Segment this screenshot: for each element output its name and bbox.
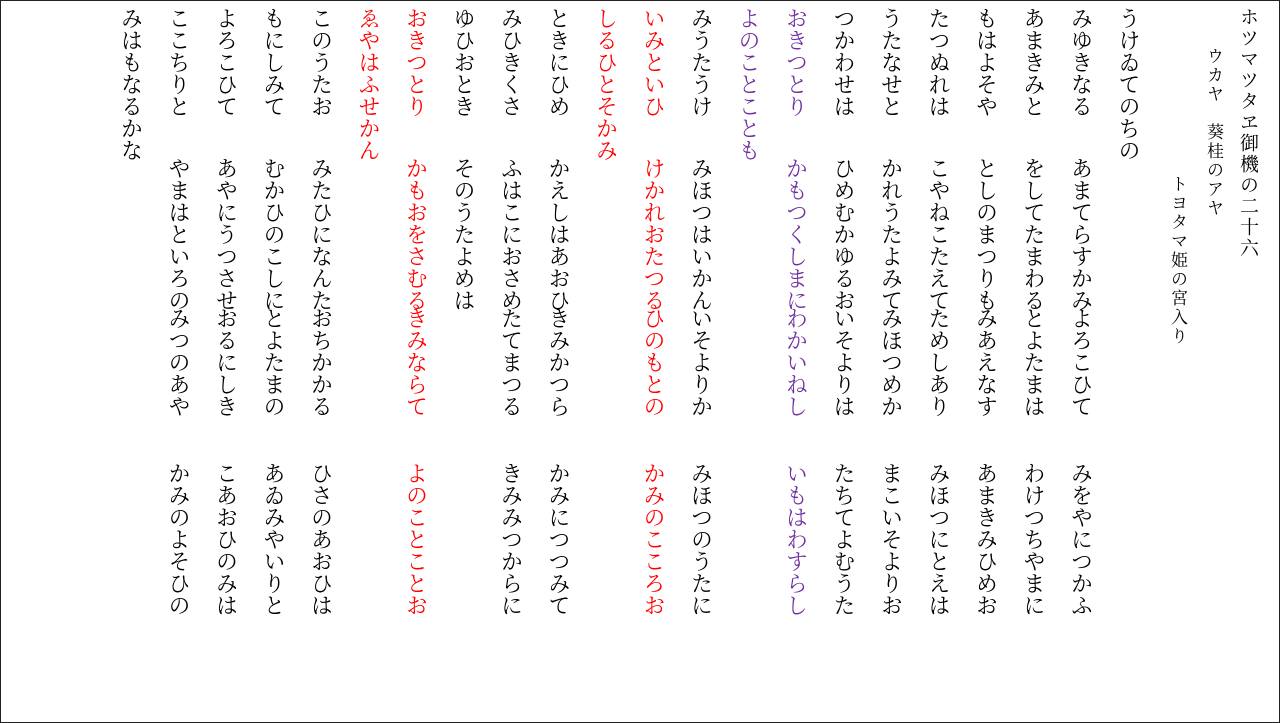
verse-phrase: このうたお: [307, 7, 333, 117]
verse-phrase: やまはといろの: [165, 157, 190, 311]
verse-line: [357, 7, 383, 707]
verse-phrase: ここちりと: [165, 7, 190, 117]
verse-phrase: としのまつりも: [972, 157, 998, 311]
verse-phrase: おきつとり: [402, 7, 428, 117]
verse-line: [117, 7, 146, 707]
verse-phrase: かえしはあおひ: [545, 157, 570, 311]
page-title: ホツマツタヱ御機の二十六: [1237, 7, 1259, 259]
verse-phrase: かみのこころお: [640, 462, 665, 616]
verse-phrase: もにしみて: [260, 7, 285, 117]
verse-phrase: かれうたよみて: [877, 157, 903, 311]
verse-phrase: かみにつつみて: [545, 462, 570, 616]
verse-phrase: みひきくさ: [497, 7, 523, 117]
verse-line: [592, 7, 621, 707]
verse-line: [452, 7, 478, 707]
verse-phrase: ゑやはふせかん: [355, 7, 380, 161]
verse-phrase: たつぬれは: [925, 7, 950, 117]
verse-phrase: ひめむかゆるお: [830, 157, 855, 311]
verse-phrase: いみといひ: [640, 7, 665, 117]
verse-phrase: つかわせは: [830, 7, 855, 117]
verse-phrase: いもはわすらし: [782, 462, 808, 616]
verse-line: [642, 7, 668, 707]
verse-phrase: みほつはいかん: [687, 157, 713, 311]
verse-phrase: よろこひて: [1067, 307, 1093, 417]
verse-phrase: ゆひおとき: [450, 7, 475, 117]
verse-phrase: たてまつる: [497, 307, 523, 417]
verse-phrase: あゐみやいりと: [260, 462, 285, 616]
verse-line: [212, 7, 241, 707]
verse-phrase: もはよそや: [972, 7, 998, 117]
verse-line: [1067, 7, 1096, 707]
verse-line: [737, 7, 763, 707]
verse-phrase: けかれおたつる: [640, 157, 665, 311]
verse-phrase: みはもなるかな: [117, 7, 143, 161]
verse-phrase: こあおひのみは: [212, 462, 238, 616]
verse-phrase: よのことことも: [735, 7, 760, 161]
verse-phrase: みゆきなる: [1067, 7, 1093, 117]
verse-phrase: かもおをさむる: [402, 157, 428, 311]
verse-line: [927, 7, 953, 707]
verse-phrase: そのうたよめは: [450, 157, 475, 311]
verse-phrase: みほつのうたに: [687, 462, 713, 616]
verse-phrase: うけゐてのちの: [1115, 7, 1140, 161]
verse-line: [547, 7, 573, 707]
verse-phrase: あまきみひめお: [972, 462, 998, 616]
verse-line: [1117, 7, 1143, 707]
verse-phrase: ためしあり: [925, 307, 950, 417]
verse-phrase: かみのよそひの: [165, 462, 190, 616]
verse-line: [972, 7, 1001, 707]
verse-line: [307, 7, 336, 707]
verse-line: [1022, 7, 1048, 707]
verse-line: [832, 7, 858, 707]
verse-phrase: とよたまの: [260, 307, 285, 417]
verse-phrase: をしてたまわる: [1020, 157, 1045, 311]
verse-phrase: おちかかる: [307, 307, 333, 417]
verse-phrase: きみみつからに: [497, 462, 523, 616]
verse-phrase: しるひとそかみ: [592, 7, 618, 161]
verse-phrase: みたひになんた: [307, 157, 333, 311]
verse-phrase: まこいそよりお: [877, 462, 903, 616]
section-heading: トヨタマ姫の宮入り: [1167, 175, 1187, 346]
verse-phrase: あやにうつさせ: [212, 157, 238, 311]
verse-phrase: みつのあや: [165, 307, 190, 417]
chapter-subtitle: ウカヤ 葵桂のアヤ: [1203, 47, 1223, 218]
verse-phrase: ときにひめ: [545, 7, 570, 117]
verse-phrase: きみならて: [402, 307, 428, 417]
verse-phrase: むかひのこしに: [260, 157, 285, 311]
verse-phrase: こやねこたえて: [925, 157, 950, 311]
verse-line: [402, 7, 431, 707]
verse-phrase: ふはこにおさめ: [497, 157, 523, 311]
verse-phrase: とよたまは: [1020, 307, 1045, 417]
verse-phrase: おるにしき: [212, 307, 238, 417]
verse-phrase: みうたうけ: [687, 7, 713, 117]
verse-phrase: かもつくしまに: [782, 157, 808, 311]
verse-phrase: きみかつら: [545, 307, 570, 417]
verse-phrase: うたなせと: [877, 7, 903, 117]
verse-phrase: いそよりか: [687, 307, 713, 417]
verse-line: [782, 7, 811, 707]
verse-line: [262, 7, 288, 707]
verse-phrase: みほつめか: [877, 307, 903, 417]
verse-phrase: たちてよむうた: [830, 462, 855, 616]
verse-phrase: わかいねし: [782, 307, 808, 417]
verse-phrase: みほつにとえは: [925, 462, 950, 616]
verse-phrase: あまてらすかみ: [1067, 157, 1093, 311]
verse-phrase: わけつちやまに: [1020, 462, 1045, 616]
verse-phrase: ひのもとの: [640, 307, 665, 417]
verse-phrase: みあえなす: [972, 307, 998, 417]
verse-phrase: よろこひて: [212, 7, 238, 117]
verse-phrase: よのことことお: [402, 462, 428, 616]
verse-phrase: あまきみと: [1020, 7, 1045, 117]
verse-phrase: いそよりは: [830, 307, 855, 417]
verse-line: [497, 7, 526, 707]
verse-phrase: みをやにつかふ: [1067, 462, 1093, 616]
verse-line: [167, 7, 193, 707]
verse-phrase: おきつとり: [782, 7, 808, 117]
verse-line: [877, 7, 906, 707]
verse-line: [687, 7, 716, 707]
verse-phrase: ひさのあおひは: [307, 462, 333, 616]
